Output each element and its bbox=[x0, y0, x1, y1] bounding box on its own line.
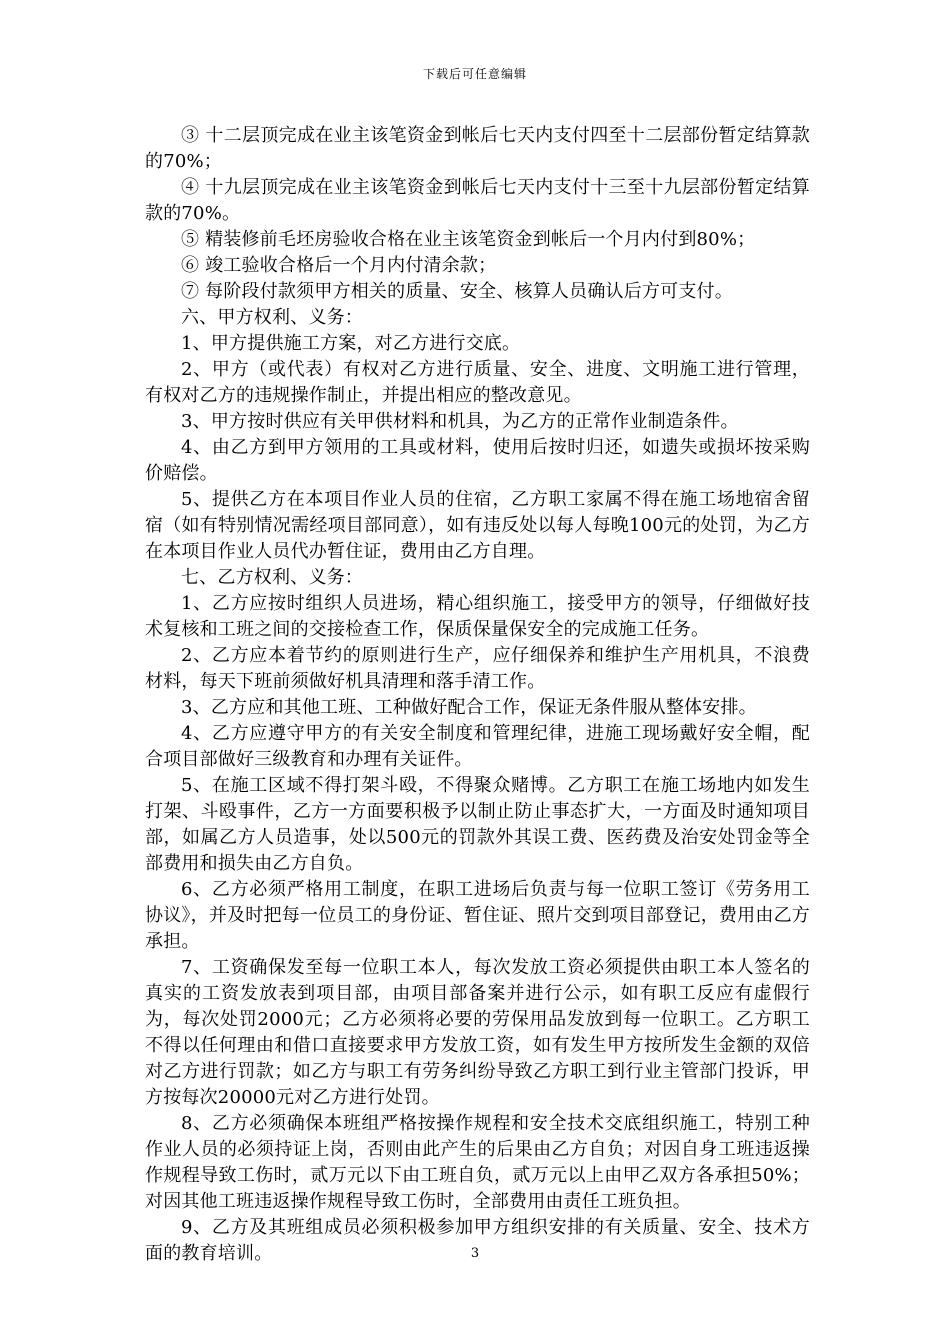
paragraph: 8、乙方必须确保本班组严格按操作规程和安全技术交底组织施工，特别工种作业人员的必须持证上岗，否则由此产生的后果由乙方自负；对因自身工班违返操作规程导致工伤时，贰万元以下由工班自负，贰万元以上由甲乙双方各承担50%；对因其他工班违返操作规程导致工伤时，全部费用由责任工班负担。 bbox=[145, 1113, 810, 1212]
paragraph: 5、在施工区域不得打架斗殴，不得聚众赌博。乙方职工在施工场地内如发生打架、斗殴事件，乙方一方面要积极予以制止防止事态扩大，一方面及时通知项目部，如属乙方人员造事，处以500元的罚款外其误工费、医药费及治安处罚金等全部费用和损失由乙方自负。 bbox=[145, 775, 810, 874]
paragraph: ③ 十二层顶完成在业主该笔资金到帐后七天内支付四至十二层部份暂定结算款的70%； bbox=[145, 125, 810, 172]
document-body bbox=[145, 123, 810, 1267]
paragraph: 9、乙方及其班组成员必须积极参加甲方组织安排的有关质量、安全、技术方面的教育培训。 bbox=[145, 1217, 810, 1264]
paragraph: 4、乙方应遵守甲方的有关安全制度和管理纪律，进施工现场戴好安全帽，配合项目部做好三级教育和办理有关证件。 bbox=[145, 723, 810, 770]
paragraph: ⑤ 精装修前毛坯房验收合格在业主该笔资金到帐后一个月内付到80%； bbox=[181, 229, 756, 250]
section-heading: 六、甲方权利、义务： bbox=[181, 307, 363, 328]
paragraph: 1、乙方应按时组织人员进场，精心组织施工，接受甲方的领导，仔细做好技术复核和工班之间的交接检查工作，保质保量保安全的完成施工任务。 bbox=[145, 593, 810, 640]
section-heading: 七、乙方权利、义务： bbox=[181, 567, 363, 588]
paragraph: 3、乙方应和其他工班、工种做好配合工作，保证无条件服从整体安排。 bbox=[181, 697, 757, 718]
paragraph: 4、由乙方到甲方领用的工具或材料，使用后按时归还，如遗失或损坏按采购价赔偿。 bbox=[145, 437, 810, 484]
paragraph: 5、提供乙方在本项目作业人员的住宿，乙方职工家属不得在施工场地宿舍留宿（如有特别情况需经项目部同意），如有违反处以每人每晚100元的处罚，为乙方在本项目作业人员代办暂住证，费用由乙方自理。 bbox=[145, 489, 810, 562]
paragraph: 7、工资确保发至每一位职工本人，每次发放工资必须提供由职工本人签名的真实的工资发放表到项目部，由项目部备案并进行公示，如有职工反应有虚假行为，每次处罚2000元；乙方必须将必要的劳保用品发放到每一位职工。乙方职工不得以任何理由和借口直接要求甲方发放工资，如有发生甲方按所发生金额的双倍对乙方进行罚款；如乙方与职工有劳务纠纷导致乙方职工到行业主管部门投诉，甲方按每次20000元对乙方进行处罚。 bbox=[145, 957, 810, 1108]
page-header-note: 下载后可任意编辑 bbox=[422, 67, 527, 81]
paragraph: 3、甲方按时供应有关甲供材料和机具，为乙方的正常作业制造条件。 bbox=[181, 411, 739, 432]
paragraph: ⑥ 竣工验收合格后一个月内付清余款； bbox=[181, 255, 497, 276]
paragraph: 2、甲方（或代表）有权对乙方进行质量、安全、进度、文明施工进行管理，有权对乙方的违规操作制止，并提出相应的整改意见。 bbox=[145, 359, 810, 406]
paragraph: 6、乙方必须严格用工制度，在职工进场后负责与每一位职工签订《劳务用工协议》，并及时把每一位员工的身份证、暂住证、照片交到项目部登记，费用由乙方承担。 bbox=[145, 879, 810, 952]
paragraph: ⑦ 每阶段付款须甲方相关的质量、安全、核算人员确认后方可支付。 bbox=[181, 281, 733, 302]
paragraph: ④ 十九层顶完成在业主该笔资金到帐后七天内支付十三至十九层部份暂定结算款的70%。 bbox=[145, 177, 810, 224]
page-number: 3 bbox=[470, 1246, 480, 1261]
paragraph: 1、甲方提供施工方案，对乙方进行交底。 bbox=[181, 333, 521, 354]
paragraph: 2、乙方应本着节约的原则进行生产，应仔细保养和维护生产用机具，不浪费材料，每天下班前须做好机具清理和落手清工作。 bbox=[145, 645, 810, 692]
